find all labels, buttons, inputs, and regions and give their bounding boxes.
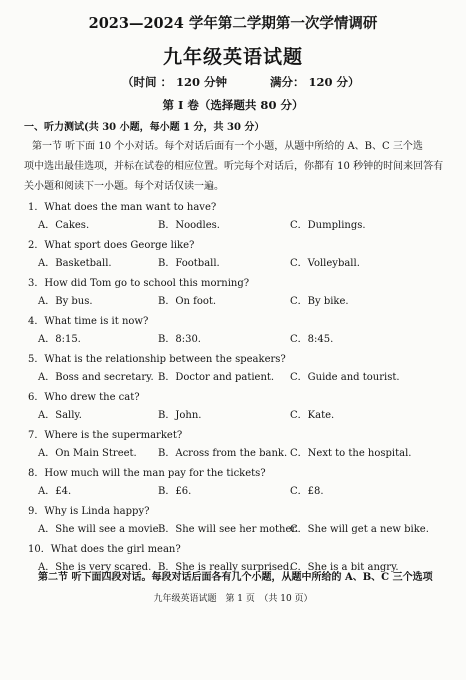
option-b: B．She will see her mother. xyxy=(158,524,299,535)
part1-heading: 一、听力测试(共 30 小题，每小题 1 分，共 30 分） xyxy=(24,122,265,133)
volume-heading: 第 I 卷（选择题共 80 分） xyxy=(162,98,304,112)
option-a: A．On Main Street. xyxy=(38,448,137,459)
question-text: 2．What sport does George like? xyxy=(28,240,195,251)
option-c: C．Dumplings. xyxy=(290,220,366,231)
option-c: C．Volleyball. xyxy=(290,258,360,269)
option-c: C．Next to the hospital. xyxy=(290,448,412,459)
section2-heading: 第二节 听下面四段对话。每段对话后面各有几个小题，从题中所给的 A、B、C 三个选项 xyxy=(38,572,433,583)
option-b: B．She is really surprised. xyxy=(158,562,293,573)
option-a: A．Boss and secretary. xyxy=(38,372,154,383)
option-c: C．Kate. xyxy=(290,410,335,421)
option-b: B．John. xyxy=(158,410,202,421)
question-text: 5．What is the relationship between the speakers? xyxy=(28,354,286,365)
instruction-line: 第一节 听下面 10 个小对话。每个对话后面有一个小题，从题中所给的 A、B、C 三个选 xyxy=(32,141,423,152)
question-text: 6．Who drew the cat? xyxy=(28,392,140,403)
option-b: B．Across from the bank. xyxy=(158,448,288,459)
option-c: C．She will get a new bike. xyxy=(290,524,429,535)
option-b: B．Football. xyxy=(158,258,220,269)
option-b: B．On foot. xyxy=(158,296,217,307)
question-text: 10．What does the girl mean? xyxy=(28,544,181,555)
option-c: C．£8. xyxy=(290,486,324,497)
question-text: 7．Where is the supermarket? xyxy=(28,430,183,441)
option-a: A．By bus. xyxy=(38,296,93,307)
option-b: B．Doctor and patient. xyxy=(158,372,275,383)
option-c: C．8:45. xyxy=(290,334,334,345)
question-text: 1．What does the man want to have? xyxy=(28,202,217,213)
option-a: A．Sally. xyxy=(38,410,82,421)
exam-title-line1: 2023—2024 学年第二学期第一次学情调研 xyxy=(88,15,378,32)
option-a: A．8:15. xyxy=(38,334,81,345)
option-b: B．8:30. xyxy=(158,334,201,345)
option-c: C．She is a bit angry. xyxy=(290,562,399,573)
question-text: 3．How did Tom go to school this morning? xyxy=(28,278,250,289)
full-score: 满分： 120 分） xyxy=(270,75,360,89)
instruction-line: 项中选出最佳选项，并标在试卷的相应位置。听完每个对话后，你都有 10 秒钟的时间来回答有 xyxy=(24,161,444,172)
question-text: 4．What time is it now? xyxy=(28,316,149,327)
question-text: 9．Why is Linda happy? xyxy=(28,506,150,517)
instruction-line: 关小题和阅读下一小题。每个对话仅读一遍。 xyxy=(24,181,224,192)
page-footer: 九年级英语试题 第 1 页 （共 10 页） xyxy=(153,594,313,604)
exam-title-line2: 九年级英语试题 xyxy=(162,46,303,68)
option-a: A．She is very scared. xyxy=(38,562,152,573)
option-a: A．£4. xyxy=(38,486,72,497)
option-c: C．By bike. xyxy=(290,296,349,307)
time-limit: （时间 ： 120 分钟 xyxy=(122,75,228,89)
option-c: C．Guide and tourist. xyxy=(290,372,400,383)
option-b: B．£6. xyxy=(158,486,192,497)
question-text: 8．How much will the man pay for the tickets? xyxy=(28,468,266,479)
option-a: A．She will see a movie. xyxy=(38,524,162,535)
option-a: A．Basketball. xyxy=(38,258,112,269)
option-b: B．Noodles. xyxy=(158,220,220,231)
option-a: A．Cakes. xyxy=(38,220,90,231)
